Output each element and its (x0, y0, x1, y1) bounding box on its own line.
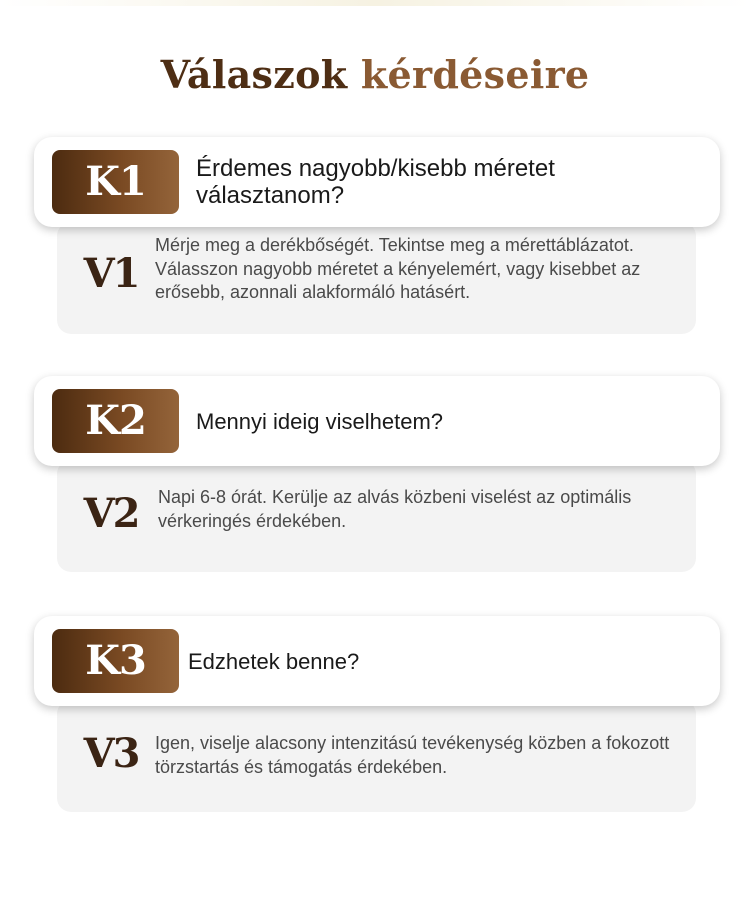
answer-card (57, 222, 696, 334)
answer-label: V3 (83, 730, 139, 777)
title-part-1: Válaszok (160, 52, 348, 97)
question-label: K2 (52, 389, 179, 453)
top-decoration (0, 0, 750, 6)
question-text: Edzhetek benne? (188, 648, 360, 674)
answer-label: V1 (83, 250, 139, 297)
question-text: Mennyi ideig viselhetem? (196, 408, 444, 434)
answer-text: Mérje meg a derékbőségét. Tekintse meg a mérettáblázatot. Válasszon nagyobb méretet a kényelemért, vagy kisebbet az erősebb, azonnali alakformáló hatásért. (155, 235, 641, 302)
question-text: Érdemes nagyobb/kisebb méretet választanom? (196, 155, 555, 209)
question-card[interactable] (34, 616, 720, 706)
answer-label: V2 (83, 490, 139, 537)
question-card[interactable] (34, 137, 720, 227)
answer-text: Igen, viselje alacsony intenzitású tevékenység közben a fokozott törzstartás és támogatás érdekében. (155, 733, 670, 777)
title-part-2: kérdéseire (360, 52, 590, 97)
question-label: K1 (52, 150, 179, 214)
answer-text: Napi 6-8 órát. Kerülje az alvás közbeni viselést az optimális vérkeringés érdekében. (158, 487, 632, 531)
question-card[interactable] (34, 376, 720, 466)
question-label: K3 (52, 629, 179, 693)
answer-card (57, 460, 696, 572)
answer-card (57, 700, 696, 812)
page-title (0, 50, 750, 100)
